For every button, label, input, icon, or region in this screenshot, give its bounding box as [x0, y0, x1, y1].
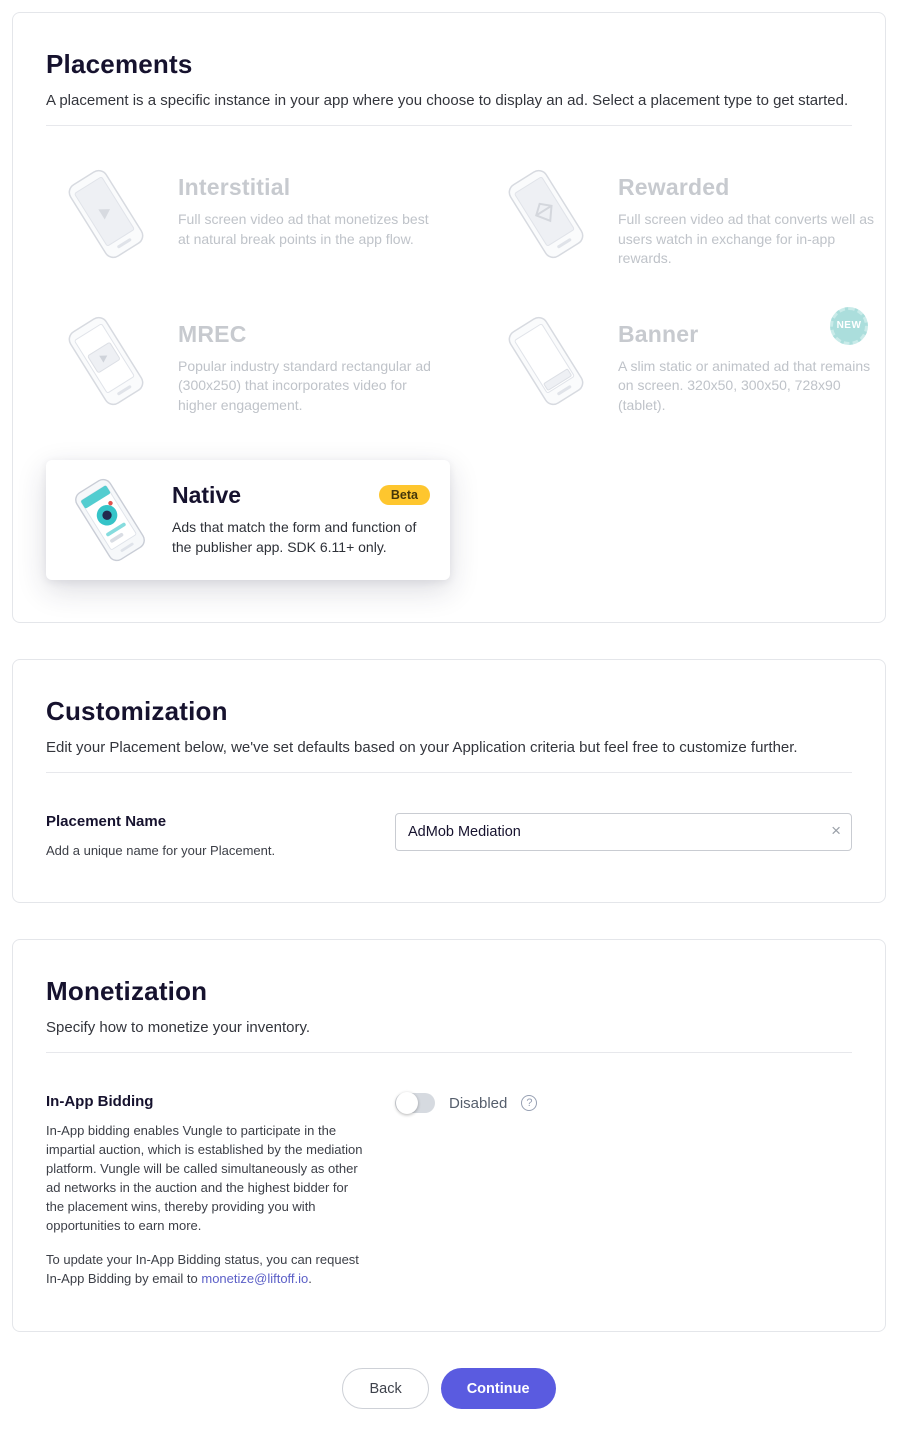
placement-desc-interstitial: Full screen video ad that monetizes best at natural break points in the app flow. — [178, 211, 429, 247]
placement-desc-native: Ads that match the form and function of the publisher app. SDK 6.11+ only. — [172, 518, 417, 556]
new-badge: NEW — [830, 307, 868, 345]
placement-desc-banner: A slim static or animated ad that remains on screen. 320x50, 300x50, 728x90 (tablet). — [618, 357, 871, 413]
placements-subtitle: A placement is a specific instance in your app where you choose to display an ad. Select a placement type to get started. — [46, 92, 849, 109]
placement-name-row — [46, 813, 852, 861]
divider — [46, 772, 852, 773]
back-button[interactable]: Back — [342, 1368, 428, 1409]
continue-button[interactable]: Continue — [441, 1368, 556, 1409]
placement-name-banner: Banner — [618, 320, 699, 347]
customization-title: Customization — [46, 695, 228, 726]
placement-option-interstitial[interactable] — [46, 166, 450, 269]
interstitial-phone-icon — [46, 166, 166, 262]
in-app-bidding-state: Disabled — [449, 1094, 508, 1112]
beta-badge: Beta — [379, 485, 430, 505]
in-app-bidding-description: In-App bidding enables Vungle to participate in the impartial auction, which is established by the mediation platform. Vungle will be called simultaneously as other ad networks in the auction and the highest bidder for the placement wins, thereby providing you with opportunities to earn more. — [46, 1123, 363, 1233]
footer-actions — [12, 1368, 886, 1409]
monetization-card — [12, 939, 886, 1332]
placement-desc-mrec: Popular industry standard rectangular ad (300x250) that incorporates video for higher engagement. — [178, 357, 431, 413]
placements-title: Placements — [46, 49, 193, 79]
in-app-bidding-update-note: To update your In-App Bidding status, you can request In-App Bidding by email to monetize@liftoff.io. — [46, 1252, 359, 1287]
placement-option-mrec[interactable] — [46, 313, 450, 416]
placement-option-rewarded[interactable] — [486, 166, 874, 269]
placement-name-hint: Add a unique name for your Placement. — [46, 842, 276, 858]
placement-name-input[interactable] — [395, 813, 852, 851]
in-app-bidding-row — [46, 1093, 852, 1289]
placement-name-label: Placement Name — [46, 812, 167, 830]
rewarded-phone-icon — [486, 166, 606, 262]
divider — [46, 1052, 852, 1053]
customization-subtitle: Edit your Placement below, we've set defaults based on your Application criteria but feel free to customize further. — [46, 738, 798, 756]
mrec-phone-icon — [46, 313, 166, 409]
placement-type-grid — [46, 166, 875, 580]
placement-desc-rewarded: Full screen video ad that converts well as users watch in exchange for in-app rewards. — [618, 211, 875, 267]
native-phone-icon — [54, 474, 166, 566]
placement-name-mrec: MREC — [178, 320, 247, 347]
monetize-email-link[interactable]: monetize@liftoff.io — [201, 1271, 309, 1287]
placement-name-native: Native — [172, 481, 242, 508]
placement-option-banner[interactable] — [486, 313, 874, 416]
placement-option-native[interactable] — [46, 460, 450, 580]
clear-input-icon[interactable]: × — [831, 820, 841, 840]
customization-card — [12, 659, 886, 904]
placement-name-rewarded: Rewarded — [618, 174, 730, 200]
in-app-bidding-toggle[interactable] — [395, 1093, 435, 1113]
help-icon[interactable]: ? — [521, 1095, 537, 1111]
divider — [46, 125, 852, 126]
banner-phone-icon — [486, 313, 606, 409]
in-app-bidding-label: In-App Bidding — [46, 1093, 154, 1111]
toggle-knob — [396, 1092, 418, 1114]
monetization-title: Monetization — [46, 976, 208, 1007]
placement-name-interstitial: Interstitial — [178, 174, 291, 200]
monetization-subtitle: Specify how to monetize your inventory. — [46, 1019, 311, 1037]
placements-card — [12, 12, 886, 623]
